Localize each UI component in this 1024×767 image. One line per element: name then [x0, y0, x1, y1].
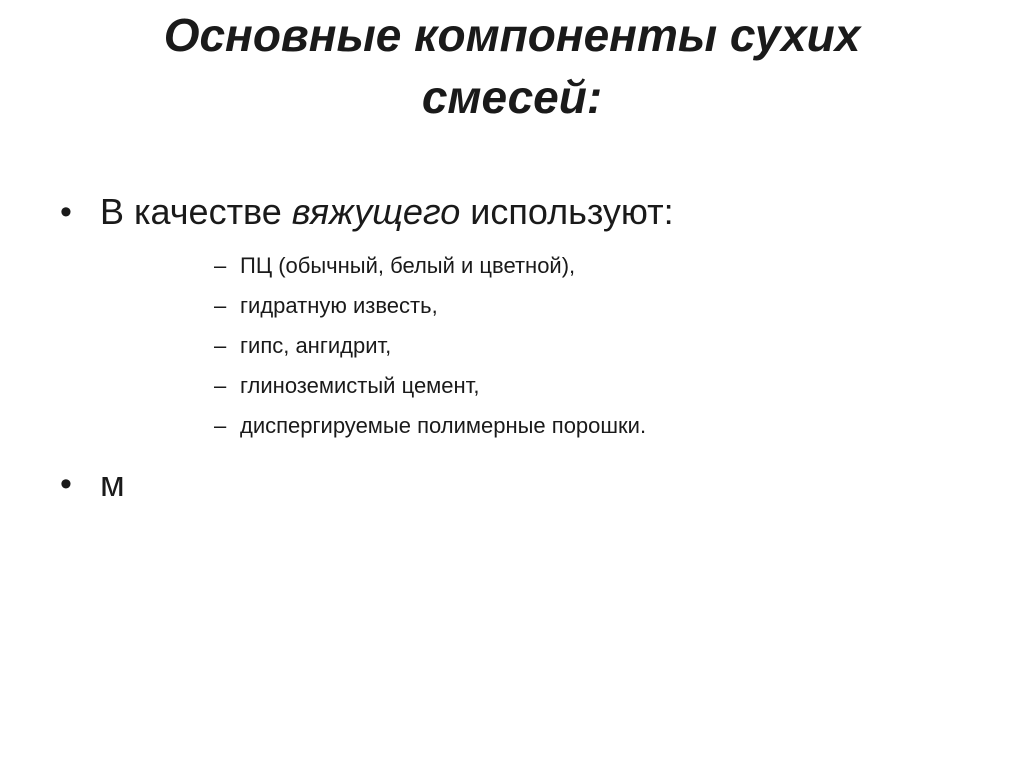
sub-item-dash: –: [214, 253, 227, 278]
sub-item-dash: –: [214, 293, 227, 318]
sub-item-text: глиноземистый цемент,: [240, 373, 480, 398]
slide-title-line-2: смесей:: [421, 71, 603, 123]
sub-list-item: [214, 246, 646, 286]
sub-item-dash: –: [214, 413, 227, 438]
slide-title-line-1: Основные компоненты сухих: [163, 9, 861, 61]
slide-title: [100, 4, 924, 128]
sub-item-dash: –: [214, 373, 227, 398]
bullet-binder-text-after: используют:: [460, 191, 674, 232]
bullet-binder-text-before: В качестве: [100, 191, 292, 232]
sub-item-dash: –: [214, 333, 227, 358]
bullet-second-text: м: [100, 463, 125, 504]
bullet-binder: [60, 190, 674, 234]
sub-list-item: [214, 286, 646, 326]
sub-item-text: гидратную известь,: [240, 293, 438, 318]
sub-item-text: диспергируемые полимерные порошки.: [240, 413, 647, 438]
bullet-marker: •: [60, 465, 72, 503]
sub-list-item: [214, 406, 646, 446]
sub-item-text: гипс, ангидрит,: [240, 333, 392, 358]
binder-sub-list: [214, 246, 646, 446]
sub-item-text: ПЦ (обычный, белый и цветной),: [240, 253, 576, 278]
bullet-second: [60, 462, 125, 506]
bullet-marker: •: [60, 193, 72, 231]
sub-list-item: [214, 326, 646, 366]
bullet-binder-emphasis: вяжущего: [291, 191, 461, 232]
bullet-binder-text: [100, 190, 674, 234]
sub-list-item: [214, 366, 646, 406]
